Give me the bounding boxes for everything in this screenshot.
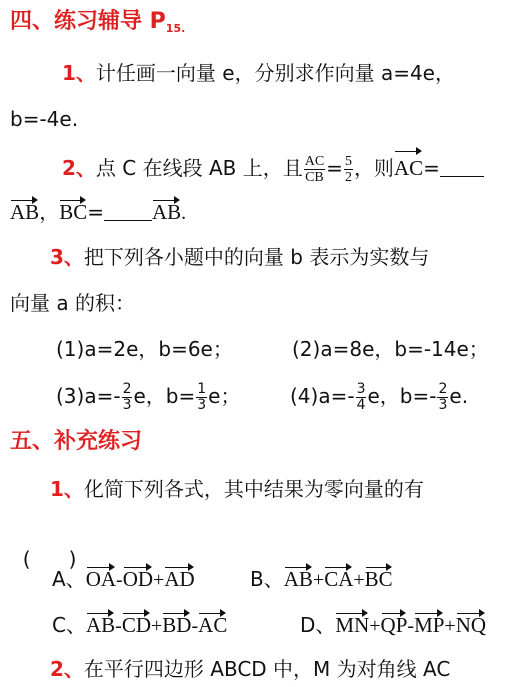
operator: +	[153, 569, 165, 591]
answer-blank[interactable]	[440, 154, 484, 177]
fraction-denominator: 4	[356, 397, 366, 413]
fraction	[437, 382, 448, 413]
operator: +	[444, 615, 456, 637]
fraction-numerator: 5	[344, 154, 352, 169]
question-number: 1、	[62, 61, 96, 85]
option-label: A、	[52, 567, 86, 591]
question-text: 点 C 在线段 AB 上，且	[95, 156, 303, 180]
subproblem-text: (1)a=2e，b=6e；	[56, 337, 233, 361]
period: .	[181, 202, 187, 224]
fraction	[196, 382, 207, 413]
vector-oa: OA	[85, 567, 117, 591]
fraction-numerator: 2	[122, 381, 132, 397]
question-text: 把下列各小题中的向量 b 表示为实数与	[83, 245, 430, 269]
fraction-numerator: 3	[356, 381, 366, 397]
vector-qp: QP	[380, 613, 408, 637]
vector-ab: AB	[283, 567, 313, 591]
question-text: 化简下列各式，其中结果为零向量的有	[83, 477, 424, 501]
subproblem-text: e，b=	[133, 384, 196, 408]
operator: -	[115, 615, 122, 637]
question-number: 1、	[50, 477, 84, 501]
subproblem-text: (3)a=-	[56, 384, 121, 408]
question-3	[50, 244, 429, 270]
fraction-denominator: 3	[122, 397, 132, 413]
vector-bc: BC	[364, 567, 393, 591]
vector-od: OD	[122, 567, 154, 591]
fraction-numerator: AC	[304, 154, 325, 169]
vector-ab: AB	[85, 613, 116, 637]
answer-parentheses[interactable]	[10, 520, 76, 572]
option-label: D、	[300, 613, 336, 637]
equals-sign: =	[423, 156, 440, 180]
question-number: 2、	[50, 657, 84, 681]
subproblem-text: e；	[208, 384, 241, 408]
subproblem-2	[292, 336, 489, 362]
fraction-numerator: 2	[438, 381, 448, 397]
vector-bc: BC	[59, 200, 88, 224]
question-2	[62, 150, 484, 186]
subproblem-text: (2)a=8e，b=-14e；	[292, 337, 489, 361]
fraction-denominator: 3	[438, 397, 448, 413]
option-a[interactable]	[52, 566, 195, 593]
fraction-denominator: 2	[344, 170, 352, 185]
value-fraction	[344, 154, 353, 185]
section-4-title	[10, 8, 185, 42]
option-c[interactable]	[52, 612, 227, 639]
operator: -	[407, 615, 415, 637]
option-label: B、	[250, 567, 284, 591]
question-text: b=-4e.	[10, 107, 79, 131]
subproblem-3	[56, 378, 240, 414]
answer-blank[interactable]	[104, 198, 152, 221]
question-text: 向量 a 的积：	[10, 291, 135, 315]
equals-sign: =	[87, 200, 104, 224]
fraction-denominator: CB	[305, 170, 324, 185]
subproblem-1	[56, 336, 233, 362]
question-text: 计任画一向量 e，分别求作向量 a=4e，	[95, 61, 455, 85]
exercise-1	[50, 476, 424, 502]
operator: +	[369, 615, 381, 637]
question-1-line2	[10, 106, 78, 132]
subproblem-text: e，b=-	[367, 384, 437, 408]
subproblem-text: (4)a=-	[290, 384, 355, 408]
vector-ab: AB	[10, 200, 40, 224]
section-title-text: 五、补充练习	[10, 429, 143, 454]
fraction	[122, 382, 133, 413]
vector-mp: MP	[414, 613, 445, 637]
equals-sign: =	[326, 156, 343, 180]
answer-paren-text: ( )	[22, 547, 77, 571]
ratio-fraction	[304, 154, 325, 185]
vector-ac: AC	[394, 150, 423, 186]
question-3-line2	[10, 290, 135, 316]
operator: -	[191, 615, 199, 637]
operator: +	[312, 569, 325, 591]
vector-ad: AD	[164, 567, 195, 591]
option-label: C、	[52, 613, 86, 637]
operator: +	[151, 615, 163, 637]
question-text: ，则	[353, 156, 394, 180]
fraction-denominator: 3	[197, 397, 207, 413]
option-b[interactable]	[250, 566, 393, 593]
fraction-numerator: 1	[197, 381, 207, 397]
vector-ac: AC	[198, 613, 228, 637]
vector-ca: CA	[324, 567, 354, 591]
question-text: 在平行四边形 ABCD 中，M 为对角线 AC	[83, 657, 451, 681]
question-1	[62, 60, 455, 86]
section-5-title	[10, 428, 142, 455]
section-title-text: 四、练习辅导 P	[10, 9, 166, 34]
vector-cd: CD	[121, 613, 152, 637]
option-d[interactable]	[300, 612, 486, 639]
question-2-line2	[10, 198, 186, 226]
exercise-2	[50, 656, 450, 682]
fraction	[356, 382, 367, 413]
question-number: 3、	[50, 245, 84, 269]
operator: -	[116, 569, 123, 591]
subproblem-text: e.	[449, 384, 469, 408]
section-title-subscript: 15.	[165, 22, 186, 35]
comma: ，	[39, 200, 60, 224]
question-number: 2、	[62, 156, 96, 180]
vector-bd: BD	[162, 613, 192, 637]
subproblem-4	[290, 378, 468, 414]
vector-ab: AB	[151, 200, 182, 224]
operator: +	[353, 569, 365, 591]
vector-nq: NQ	[455, 613, 487, 637]
vector-mn: MN	[335, 613, 370, 637]
